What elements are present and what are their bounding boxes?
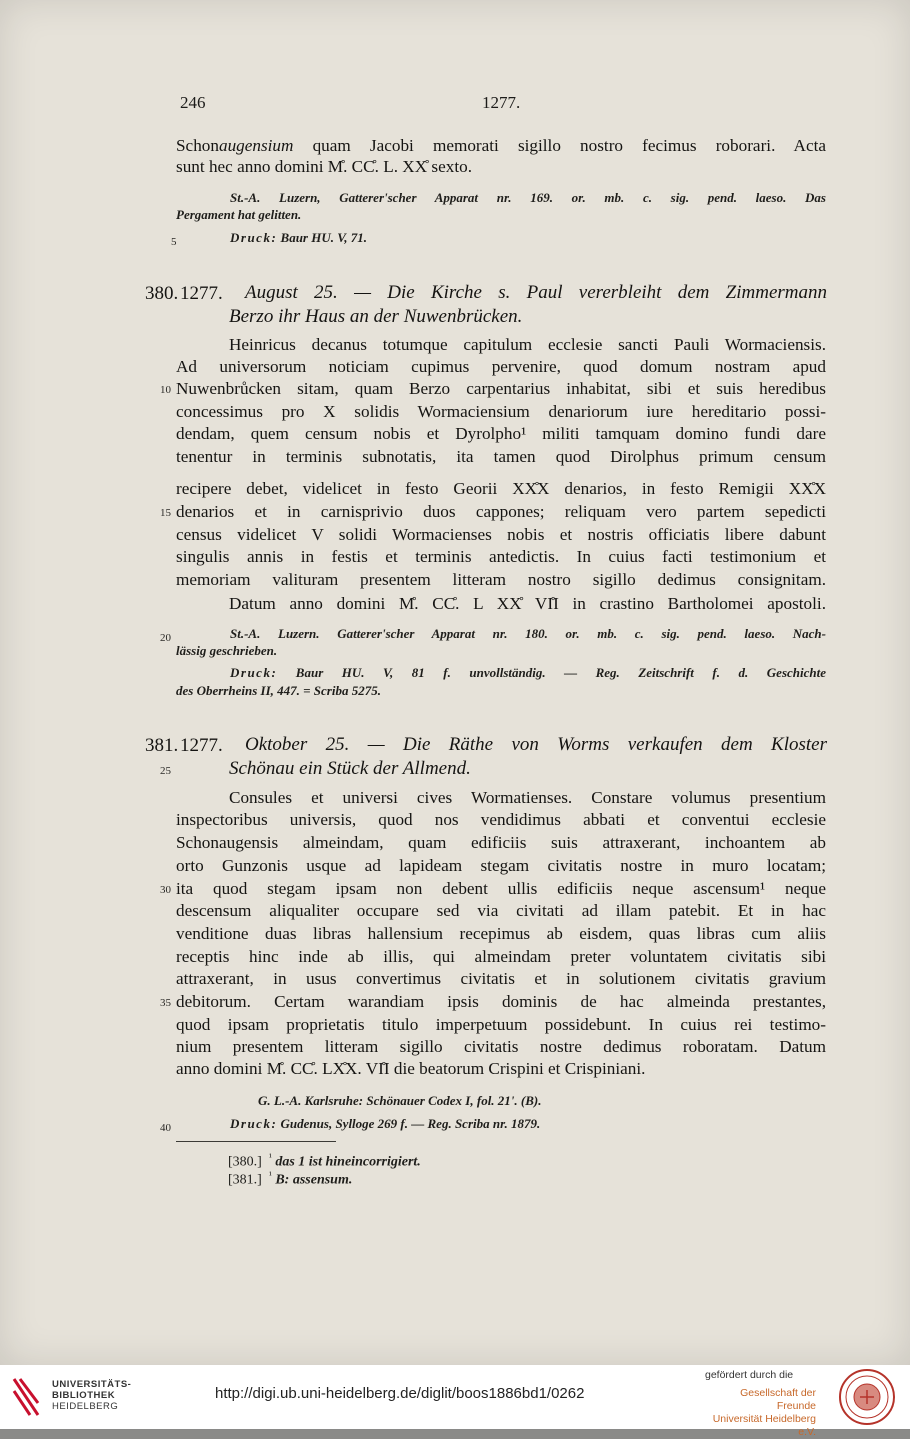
document-title: August 25. — Die Kirche s. Paul vererbleiht dem Zimmermann	[245, 282, 827, 303]
document-number: 381.	[145, 735, 179, 756]
print-reference: Druck: Gudenus, Sylloge 269 f. — Reg. Scriba nr. 1879.	[230, 1116, 541, 1131]
line-number: 15	[160, 507, 171, 519]
source-note: lässig geschrieben.	[176, 643, 278, 658]
text-line: tenentur in terminis subnotatis, ita tamen quod Dirolphus primum censum	[176, 447, 826, 466]
footnote-divider	[176, 1141, 336, 1142]
text-line: venditione duas libras hallensium recepimus ab eisdem, quas libras cum aliis	[176, 924, 826, 943]
text-line: denarios et in carnisprivio duos cappones; reliquam vero partem sepedicti	[176, 502, 826, 521]
text-line: recipere debet, videlicet in festo Georii XX̊X denarios, in festo Remigii XX̊X	[176, 479, 826, 498]
line-number: 10	[160, 384, 171, 396]
text-line: ita quod stegam ipsam non debent ullis edificiis neque ascensum¹ neque	[176, 879, 826, 898]
footer-bar	[0, 1365, 910, 1438]
text-line: quod ipsam proprietatis titulo imperpetuum possidebunt. In cuius rei testimo-	[176, 1015, 826, 1034]
text-line: dendam, quem censum nobis et Dyrolpho¹ militi tamquam domino fundi dare	[176, 424, 826, 443]
sponsor-name: Gesellschaft der Freunde Universität Heidelberg e.V.	[712, 1387, 816, 1438]
text-line: orto Gunzonis usque ad lapideam stegam civitatis nostre in muro locatam;	[176, 856, 826, 875]
text-line: attraxerant, in usus convertimus civitatis et in solutionem civitatis gravium	[176, 969, 826, 988]
source-note: G. L.-A. Karlsruhe: Schönauer Codex I, fol. 21'. (B).	[258, 1093, 542, 1108]
line-number: 30	[160, 884, 171, 896]
text-line: debitorum. Certam warandiam ipsis dominis de hac almeinda prestantes,	[176, 992, 826, 1011]
text-line: descensum aliqualiter occupare sed via civitati ad illam patebit. Et in hac	[176, 901, 826, 920]
text-line: Nuwenbrůcken sitam, quam Berzo carpentarius inhabitat, sibi et suis heredibus	[176, 379, 826, 398]
text-line: inspectoribus universis, quod nos vendidimus abbati et conventui ecclesie	[176, 810, 826, 829]
text-line: Heinricus decanus totumque capitulum ecclesie sancti Pauli Wormaciensis.	[229, 335, 826, 354]
funded-by-label: gefördert durch die	[705, 1369, 794, 1381]
text-line: sunt hec anno domini M̊. CC̊. L. XX̊ sexto.	[176, 157, 472, 176]
footnote: [380.] $^{^1}$ das 1 ist hineincorrigiert.	[228, 1152, 421, 1170]
text-line: singulis annis in festis et terminis antedictis. In cuius facti testimonium et	[176, 547, 826, 566]
document-title-cont: Berzo ihr Haus an der Nuwenbrücken.	[229, 306, 523, 327]
text-line: Consules et universi cives Wormatienses. Constare volumus presentium	[229, 788, 826, 807]
library-name: UNIVERSITÄTS- BIBLIOTHEK HEIDELBERG	[52, 1379, 132, 1412]
print-reference: Druck: Baur HU. V, 81 f. unvollständig. — Reg. Zeitschrift f. d. Geschichte	[230, 665, 826, 680]
document-title: Oktober 25. — Die Räthe von Worms verkaufen dem Kloster	[245, 734, 827, 755]
running-header-year: 1277.	[482, 93, 521, 112]
source-note: Pergament hat gelitten.	[176, 207, 302, 222]
line-number: 40	[160, 1122, 171, 1134]
text-line: Schonaugensium quam Jacobi memorati sigillo nostro fecimus roborari. Acta	[176, 136, 826, 155]
text-line: memoriam valituram presentem litteram nostro sigillo dedimus consignitam.	[176, 570, 826, 589]
text-line: Datum anno domini M̊. CC̊. L XX̊ VI̊I in crastino Bartholomei apostoli.	[229, 594, 826, 613]
text-line: Ad universorum noticiam cupimus pervenire, quod domum nostram apud	[176, 357, 826, 376]
library-logo-icon	[10, 1373, 42, 1421]
print-reference: Druck: Baur HU. V, 71.	[230, 230, 367, 245]
text-line: nium presentem litteram sigillo civitatis nostre dedimus roboratam. Datum	[176, 1037, 826, 1056]
permalink-url[interactable]: http://digi.ub.uni-heidelberg.de/diglit/boos1886bd1/0262	[215, 1385, 585, 1402]
text-line: receptis hinc inde ab illis, qui almeindam preter voluntatem civitatis sibi	[176, 947, 826, 966]
line-number: 5	[171, 236, 177, 248]
line-number: 20	[160, 632, 171, 644]
document-year: 1277.	[180, 283, 223, 304]
line-number: 35	[160, 997, 171, 1009]
source-note: St.-A. Luzern. Gatterer'scher Apparat nr. 180. or. mb. c. sig. pend. laeso. Nach-	[230, 626, 826, 641]
document-year: 1277.	[180, 735, 223, 756]
university-seal-icon	[838, 1368, 896, 1426]
document-number: 380.	[145, 283, 179, 304]
document-title-cont: Schönau ein Stück der Allmend.	[229, 758, 471, 779]
print-reference-cont: des Oberrheins II, 447. = Scriba 5275.	[176, 683, 381, 698]
text-line: census videlicet V solidi Wormacienses nobis et nostris officiatis libere dabunt	[176, 525, 826, 544]
page-number: 246	[180, 93, 206, 112]
source-note: St.-A. Luzern, Gatterer'scher Apparat nr. 169. or. mb. c. sig. pend. laeso. Das	[230, 190, 826, 205]
line-number: 25	[160, 765, 171, 777]
text-line: Schonaugensis almeindam, quam edificiis suis attraxerant, inchoantem ab	[176, 833, 826, 852]
footnote: [381.] $^{^1}$ B: assensum.	[228, 1170, 353, 1188]
text-line: anno domini M̊. CC̊. LX̊X. VI̊I die beatorum Crispini et Crispiniani.	[176, 1059, 646, 1078]
text-line: concessimus pro X solidis Wormaciensium denariorum iure hereditario possi-	[176, 402, 826, 421]
